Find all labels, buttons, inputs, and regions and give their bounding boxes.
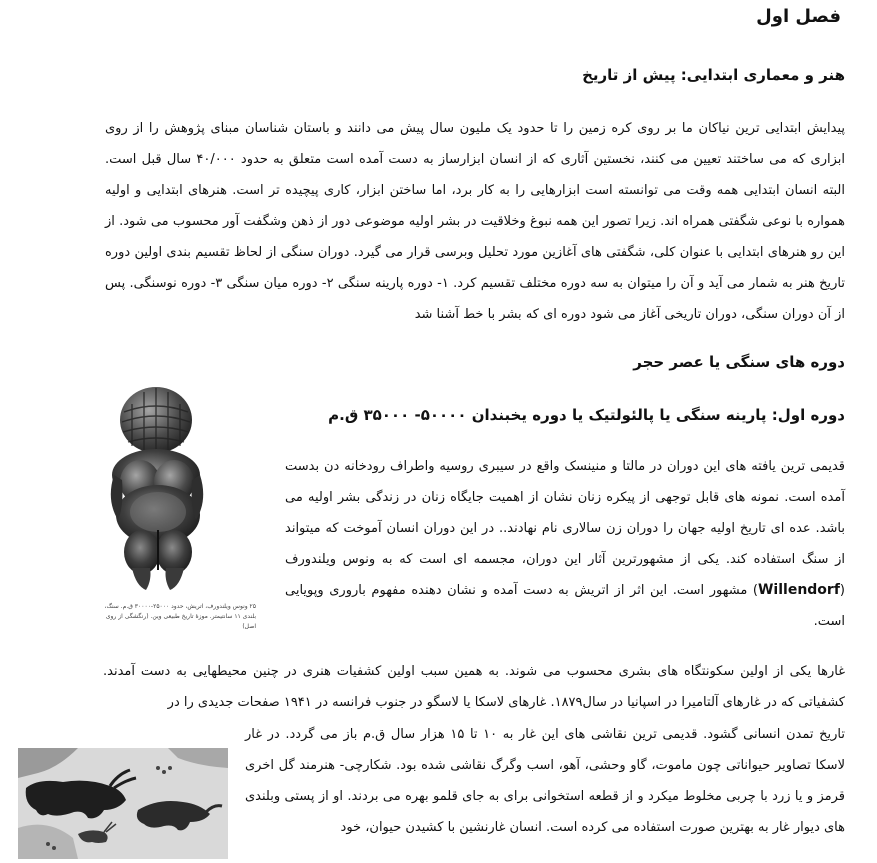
venus-paragraph-text-before: قدیمی ترین یافته های این دوران در مالتا و منینسک واقع در سیبری روسیه واطراف رودخانه دن بدست آمده است. نمونه های قابل توجهی از پیکره زنان نشان از اهمیت جایگاه زنان در زندگی بشر اولیه می باشد. عده ای تاریخ اولیه جهان را دوران زن سالاری نام نهادند.. در این دوران انسان آموخت که میتواند از سنگ استفاده کند. یکی از مشهورترین آثار این دوران، مجسمه ای است که به ونوس ویلندورف ( xyxy=(285,459,845,598)
intro-paragraph: پیدایش ابتدایی ترین نیاکان ما بر روی کره زمین را تا حدود یک ملیون سال پیش می دانند و باستان شناسان مبنای پژوهش را از روی ابزاری که می ساختند تعیین می کنند، نخستین آثاری که از انسان ابزارساز به دست آمده است متعلق به حدود ۴۰/۰۰۰ سال قبل است. البته انسان ابتدایی همه وقت می توانسته است ابزارهایی را به کار برد، اما ساختن ابزار، کاری پیچیده تر است. هنرهای ابتدایی و اولیه همواره با نوعی شگفتی همراه اند. زیرا تصور این همه نبوغ وخلاقیت در بشر اولیه موضوعی دور از ذهن وشگفت آور محسوب می شود. از این رو هنرهای ابتدایی با عنوان کلی، شگفتی های آغازین مورد تحلیل وبرسی قرار می گیرد. دوران سنگی از لحاظ تقسیم بندی اولین دوره تاریخ هنر به شمار می آید و آن را میتوان به سه دوره مختلف تقسیم کرد. ۱- دوره پارینه سنگی ۲- دوره میان سنگی ۳- دوره نوسنگی. پس از آن دوران سنگی، دوران تاریخی آغاز می شود دوره ای که بشر با خط آشنا شد xyxy=(105,121,845,322)
lascaux-cave-painting-figure xyxy=(18,748,228,859)
chapter-title: فصل اول xyxy=(756,6,841,27)
stone-age-heading: دوره های سنگی یا عصر حجر xyxy=(633,353,845,371)
venus-paragraph-text-after: ) مشهور است. این اثر از اتریش به دست آمده و نشان دهنده مفهوم باروری وپویایی است. xyxy=(285,583,845,629)
section-title: هنر و معماری ابتدایی: پیش از تاریخ xyxy=(582,66,845,84)
period-heading: دوره اول: پارینه سنگی یا پالئولتیک یا دوره یخبندان ۵۰۰۰۰- ۳۵۰۰۰ ق.م xyxy=(328,406,845,424)
venus-caption: ۲۵ ونوس ویلندورف، اتریش، حدود ۲۵۰۰۰-۳۰۰۰۰ ق.م. سنگ، بلندی ۱۱ سانتیمتر. موزهٔ تاریخ طبیعی وین. (رنگشگی از روی اصل) xyxy=(104,603,256,630)
venus-paragraph xyxy=(285,451,845,637)
caves-paragraph-full-width: غارها یکی از اولین سکونتگاه های بشری محسوب می شوند. به همین سبب اولین کشفیات هنری در چنین محیطهایی به دست آمدند. کشفیاتی که در غارهای آلتامیرا در اسپانیا در سال۱۸۷۹. غارهای لاسکا یا لاسگو در جنوب فرانسه در ۱۹۴۱ صفحات جدیدی را در xyxy=(103,664,845,710)
venus-of-willendorf-figure xyxy=(96,380,256,642)
willendorf-term: Willendorf xyxy=(757,582,840,598)
caves-paragraph-continued: تاریخ تمدن انسانی گشود. قدیمی ترین نقاشی های این غار به ۱۰ تا ۱۵ هزار سال ق.م باز می گردد. در غار لاسکا تصاویر حیواناتی چون ماموت، گاو وحشی، آهو، اسب وگرگ نقاشی شده بود. شکارچی- هنرمند گل اخری قرمز و یا زرد با چربی مخلوط میکرد و از قطعه استخوانی برای به جای قلمو بهره می بردند. او از پستی وبلندی های دیوار غار به بهترین صورت استفاده می کرده است. انسان غارنشین با کشیدن حیوان، خود xyxy=(245,727,846,835)
venus-statue-image xyxy=(96,380,256,595)
cave-painting-image xyxy=(18,748,228,859)
